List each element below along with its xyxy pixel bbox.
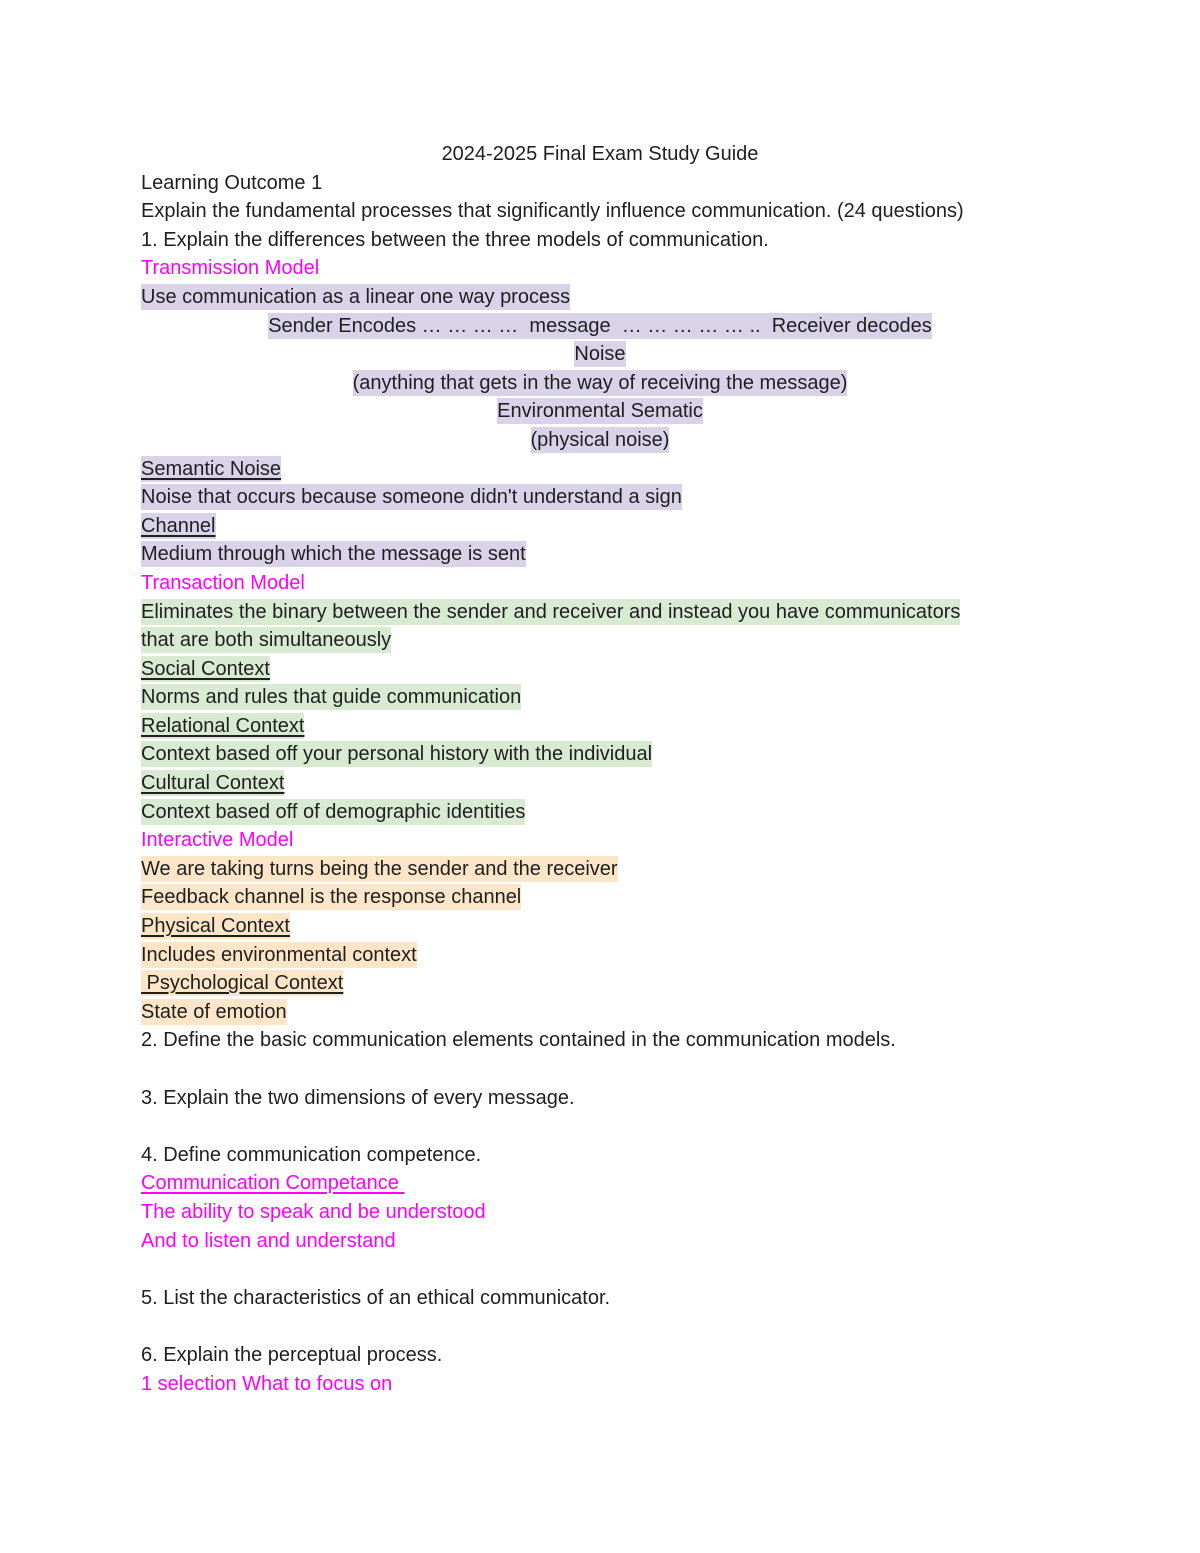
- environmental-noise-label: Environmental Sematic: [497, 400, 703, 423]
- transmission-diagram-line: Sender Encodes … … … … message … … … … … .. Receiver decodes: [268, 314, 932, 337]
- interactive-model-description-2: Feedback channel is the response channel: [141, 886, 522, 909]
- semantic-noise-definition: Noise that occurs because someone didn't understand a sign: [141, 486, 682, 509]
- blank-line: [141, 1055, 1061, 1084]
- question-5: 5. List the characteristics of an ethical communicator.: [141, 1286, 611, 1309]
- question-4: 4. Define communication competence.: [141, 1143, 482, 1166]
- physical-context-term: Physical Context: [141, 915, 290, 938]
- blank-line: [141, 1255, 1061, 1284]
- transmission-model-heading: Transmission Model: [141, 257, 320, 280]
- transaction-model-description-2: that are both simultaneously: [141, 629, 392, 652]
- learning-outcome: Learning Outcome 1: [141, 171, 323, 194]
- social-context-definition: Norms and rules that guide communication: [141, 686, 522, 709]
- interactive-model-description-1: We are taking turns being the sender and the receiver: [141, 857, 618, 880]
- psychological-context-definition: State of emotion: [141, 1000, 287, 1023]
- interactive-model-heading: Interactive Model: [141, 829, 294, 852]
- social-context-term: Social Context: [141, 657, 270, 680]
- blank-line: [141, 1312, 1061, 1341]
- question-3: 3. Explain the two dimensions of every message.: [141, 1086, 575, 1109]
- environmental-noise-description: (physical noise): [530, 428, 670, 451]
- question-6: 6. Explain the perceptual process.: [141, 1343, 443, 1366]
- document-title: 2024-2025 Final Exam Study Guide: [441, 143, 759, 165]
- noise-description: (anything that gets in the way of receiving the message): [352, 371, 848, 394]
- noise-label: Noise: [574, 343, 626, 366]
- transaction-model-heading: Transaction Model: [141, 571, 305, 594]
- question-2: 2. Define the basic communication elements contained in the communication models.: [141, 1029, 896, 1052]
- semantic-noise-term: Semantic Noise: [141, 457, 282, 480]
- transmission-model-description: Use communication as a linear one way process: [141, 285, 571, 308]
- communication-competence-definition-1: The ability to speak and be understood: [141, 1200, 486, 1223]
- channel-term: Channel: [141, 514, 216, 537]
- relational-context-term: Relational Context: [141, 714, 305, 737]
- communication-competence-definition-2: And to listen and understand: [141, 1229, 396, 1252]
- blank-line: [141, 1112, 1061, 1141]
- communication-competence-term: Communication Competance: [141, 1172, 405, 1195]
- document-body: [141, 140, 1061, 1398]
- cultural-context-definition: Context based off of demographic identities: [141, 800, 526, 823]
- psychological-context-term: Psychological Context: [141, 972, 344, 995]
- relational-context-definition: Context based off your personal history with the individual: [141, 743, 653, 766]
- channel-definition: Medium through which the message is sent: [141, 543, 526, 566]
- physical-context-definition: Includes environmental context: [141, 943, 417, 966]
- question-1: 1. Explain the differences between the three models of communication.: [141, 228, 769, 251]
- perception-step-1: 1 selection What to focus on: [141, 1372, 393, 1395]
- learning-outcome-description: Explain the fundamental processes that significantly influence communication. (24 questions): [141, 200, 964, 223]
- transaction-model-description-1: Eliminates the binary between the sender and receiver and instead you have communicators: [141, 600, 961, 623]
- cultural-context-term: Cultural Context: [141, 772, 285, 795]
